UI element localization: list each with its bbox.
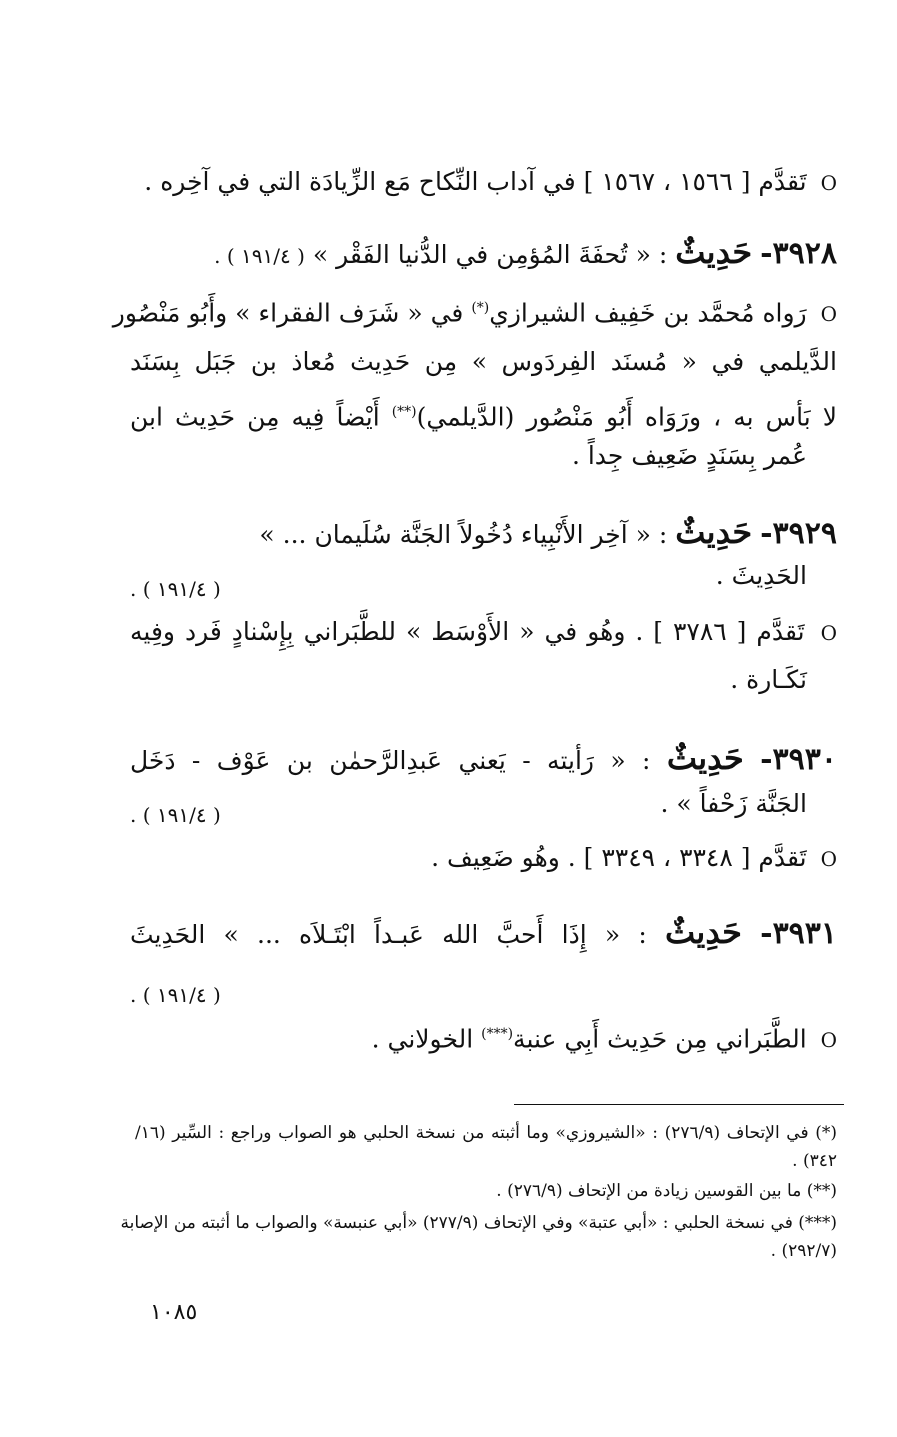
- hadith-heading-3931: [130, 912, 837, 955]
- footnote-text: (**) ما بين القوسين زيادة من الإتحاف (٢٧٦/٩) .: [496, 1181, 837, 1201]
- footnote-text: (٢٩٢/٧) .: [770, 1241, 837, 1261]
- hadith-heading-3928: [130, 232, 837, 276]
- hadith-word: حَدِيثٌ: [666, 739, 744, 777]
- commentary-line: [130, 660, 807, 700]
- footnote-3-continued: [135, 1238, 837, 1264]
- footnote-marker: (**): [391, 404, 417, 420]
- commentary-line: [130, 838, 837, 879]
- footnote-2: [135, 1178, 837, 1204]
- hadith-reference-line: [130, 974, 837, 1015]
- commentary-text: لا بَأس به ، ورَوَاه أَبُو مَنْصُور (الدَّيلمي): [416, 402, 837, 432]
- commentary-text: تَقدَّم [ ٣٣٤٨ ، ٣٣٤٩ ] . وهُو ضَعِيف .: [431, 843, 807, 872]
- hadith-number: ٣٩٢٨-: [760, 236, 837, 271]
- hadith-text: : « إِذَا أَحبَّ الله عَبـداً ابْتَـلاَه ... » الحَدِيثَ: [130, 920, 647, 949]
- commentary-line: [112, 288, 837, 334]
- commentary-text: الخولاني .: [371, 1024, 482, 1054]
- hadith-number: ٣٩٣٠-: [760, 742, 837, 777]
- commentary-line: [130, 1014, 837, 1060]
- footnote-text: (***) في نسخة الحلبي : «أبي عتبة» وفي الإتحاف (٢٧٧/٩) «أبي عنبسة» والصواب ما أثبته من الإصابة: [120, 1213, 837, 1233]
- commentary-text: عُمر بِسَنَدٍ ضَعِيف جِداً .: [571, 441, 807, 470]
- note-text: تَقدَّم [ ١٥٦٦ ، ١٥٦٧ ] في آداب النِّكاح مَع الزِّيادَة التي في آخِره .: [144, 167, 807, 196]
- footnote-marker: (*): [471, 300, 490, 316]
- commentary-text: أَيْضاً فِيه مِن حَدِيث ابن: [130, 402, 392, 432]
- hadith-reference: ( ١٩١/٤ ) .: [130, 803, 221, 827]
- bullet-mark: O: [820, 847, 837, 871]
- hadith-heading-3930: [130, 738, 837, 781]
- commentary-line: [130, 612, 837, 653]
- hadith-word: حَدِيثٌ: [665, 913, 742, 951]
- footnote-1-continued: [135, 1148, 837, 1174]
- footnote-text: ٣٤٢) .: [792, 1151, 837, 1171]
- hadith-word: حَدِيثٌ: [675, 233, 753, 271]
- bullet-mark: O: [820, 1028, 837, 1053]
- commentary-line: [130, 342, 837, 382]
- hadith-text: : « رَأيته - يَعني عَبدِالرَّحمٰن بن عَوْف - دَخَل: [130, 746, 651, 775]
- hadith-reference-line: [130, 568, 837, 609]
- hadith-reference: ( ١٩١/٤ ) .: [130, 577, 221, 601]
- footnote-text: (*) في الإتحاف (٢٧٦/٩) : «الشيروزي» وما أثبته من نسخة الحلبي هو الصواب وراجع : السِّير (١٦/: [135, 1123, 837, 1143]
- footnote-marker: (***): [481, 1026, 514, 1042]
- commentary-text: الطَّبَراني مِن حَدِيث أَبِي عنبة: [513, 1024, 807, 1054]
- hadith-word: حَدِيثٌ: [675, 513, 753, 551]
- bullet-mark: O: [820, 171, 837, 195]
- commentary-line: [130, 436, 807, 476]
- commentary-text: نَكَـارة .: [730, 665, 807, 694]
- hadith-reference-line: [130, 794, 837, 835]
- hadith-text: الحَدِيثَ .: [715, 561, 807, 590]
- hadith-text: : « تُحفَةَ المُؤمِن في الدُّنيا الفَقْر »: [304, 240, 668, 269]
- hadith-text: : « آخِر الأَنْبِياء دُخُولاً الجَنَّة سُلَيمان ... »: [259, 520, 668, 549]
- hadith-reference: ( ١٩١/٤ ) .: [130, 983, 221, 1007]
- hadith-number: ٣٩٣١-: [760, 916, 838, 951]
- note-line: [130, 162, 837, 203]
- footnote-separator: [514, 1104, 844, 1105]
- bullet-mark: O: [820, 621, 837, 645]
- hadith-text: الجَنَّة زَحْفاً » .: [660, 789, 807, 818]
- footnote-1: [135, 1120, 837, 1146]
- commentary-line: [130, 392, 837, 437]
- hadith-reference: ( ١٩١/٤ ) .: [214, 244, 305, 268]
- commentary-text: رَواه مُحمَّد بن خَفِيف الشيرازي: [489, 298, 807, 328]
- commentary-text: تَقدَّم [ ٣٧٨٦ ] . وهُو في « الأَوْسَط » للطَّبَراني بِإِسْنادٍ فَرد وفِيه: [130, 617, 805, 646]
- hadith-number: ٣٩٢٩-: [760, 516, 837, 551]
- bullet-mark: O: [820, 302, 837, 327]
- page-number: ١٠٨٥: [150, 1300, 198, 1325]
- commentary-text: في « شَرَف الفقراء » وأَبُو مَنْصُور: [112, 298, 472, 328]
- hadith-heading-3929: [130, 512, 837, 555]
- footnote-3: [120, 1210, 837, 1236]
- commentary-text: الدَّيلمي في « مُسنَد الفِردَوس » مِن حَدِيث مُعاذ بن جَبَل بِسَنَد: [130, 347, 837, 376]
